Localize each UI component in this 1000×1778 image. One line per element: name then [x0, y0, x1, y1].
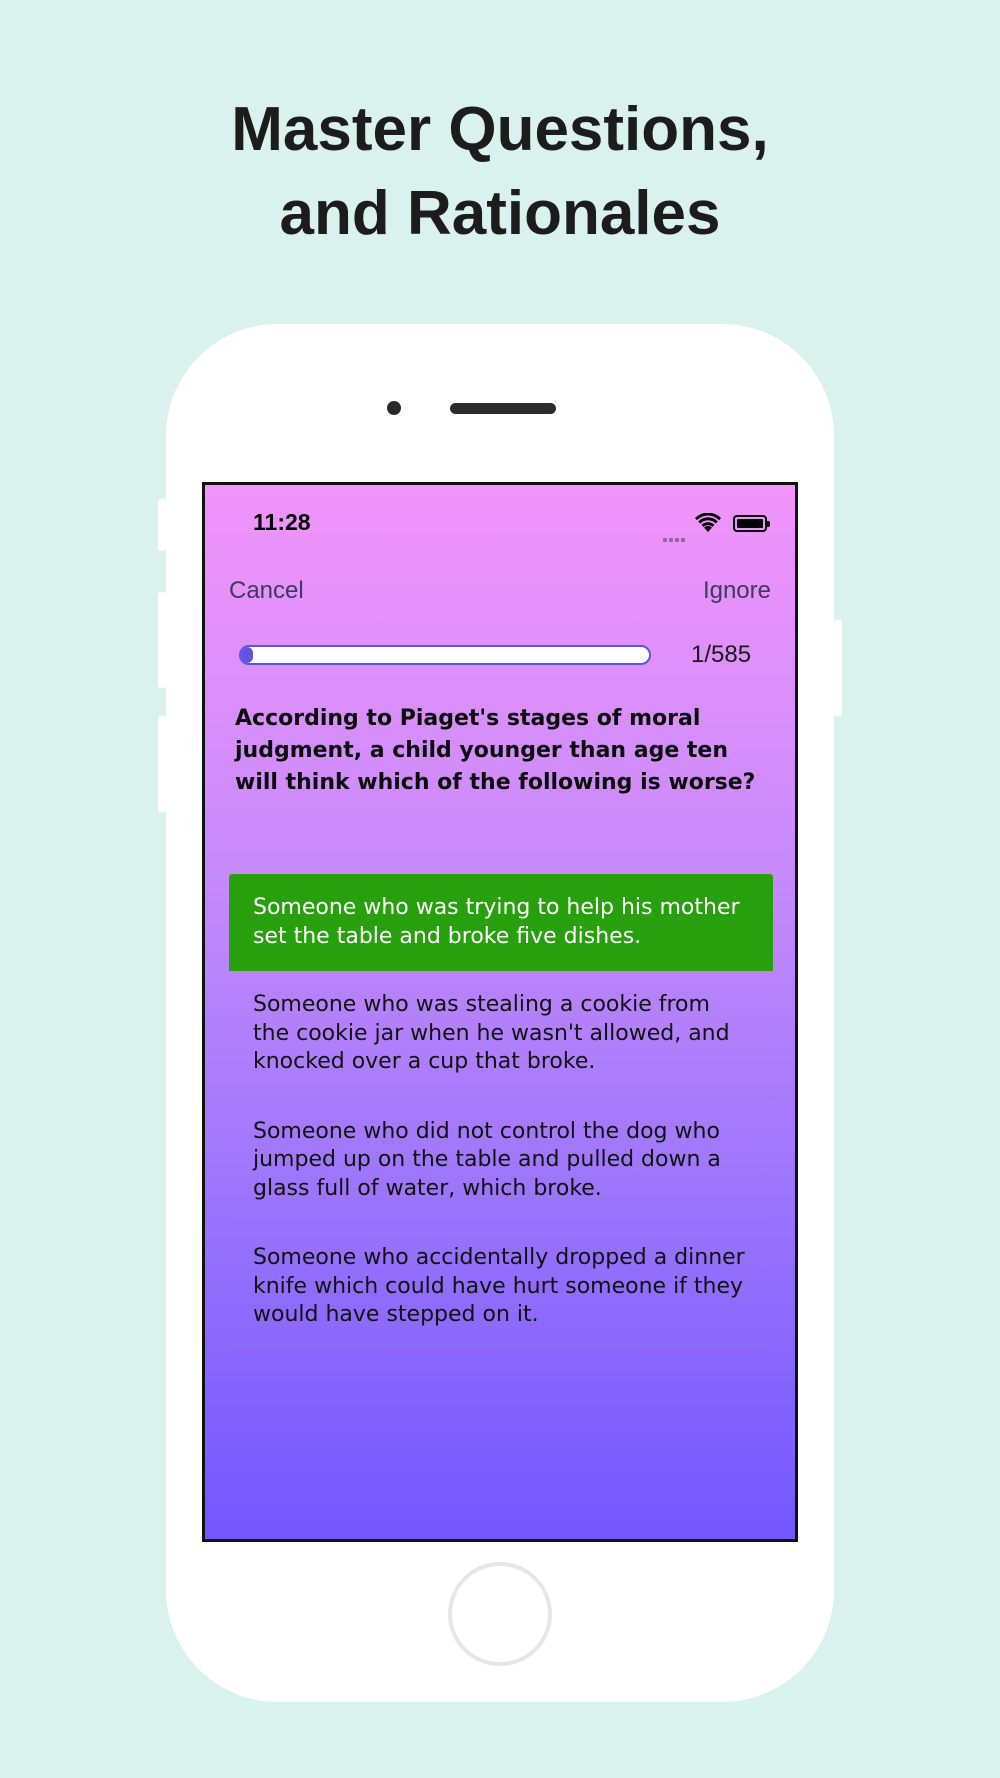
cancel-button[interactable]: Cancel: [229, 577, 304, 604]
front-camera: [387, 401, 401, 415]
phone-frame: [166, 324, 834, 1702]
cellular-signal-icon: [663, 527, 687, 546]
status-time: 11:28: [253, 509, 311, 535]
progress-bar: [239, 645, 651, 665]
phone-volume-up-button: [158, 592, 166, 688]
answer-list: [229, 874, 773, 1351]
phone-volume-down-button: [158, 716, 166, 812]
phone-screen: [202, 482, 798, 1542]
wifi-icon: [695, 513, 721, 537]
headline: [0, 88, 1000, 256]
phone-power-button: [834, 620, 842, 716]
question-text: According to Piaget's stages of moral judgment, a child younger than age ten will think which of the following is worse?: [235, 706, 756, 795]
home-button[interactable]: [448, 1562, 552, 1666]
headline-line-1: Master Questions,: [231, 95, 769, 164]
answer-option-4[interactable]: Someone who accidentally dropped a dinner knife which could have hurt someone if they would have stepped on it.: [229, 1224, 773, 1351]
answer-option-2[interactable]: Someone who was stealing a cookie from the cookie jar when he wasn't allowed, and knocked over a cup that broke.: [229, 971, 773, 1098]
ignore-button[interactable]: Ignore: [702, 577, 771, 604]
phone-side-button: [158, 499, 166, 551]
battery-icon: [733, 515, 767, 532]
answer-option-3[interactable]: Someone who did not control the dog who jumped up on the table and pulled down a glass full of water, which broke.: [229, 1098, 773, 1225]
earpiece-speaker: [450, 403, 556, 414]
progress-count: 1/585: [691, 641, 752, 668]
answer-option-1[interactable]: Someone who was trying to help his mother set the table and broke five dishes.: [229, 874, 773, 971]
headline-line-2: and Rationales: [279, 179, 721, 248]
progress-bar-fill: [241, 647, 253, 663]
